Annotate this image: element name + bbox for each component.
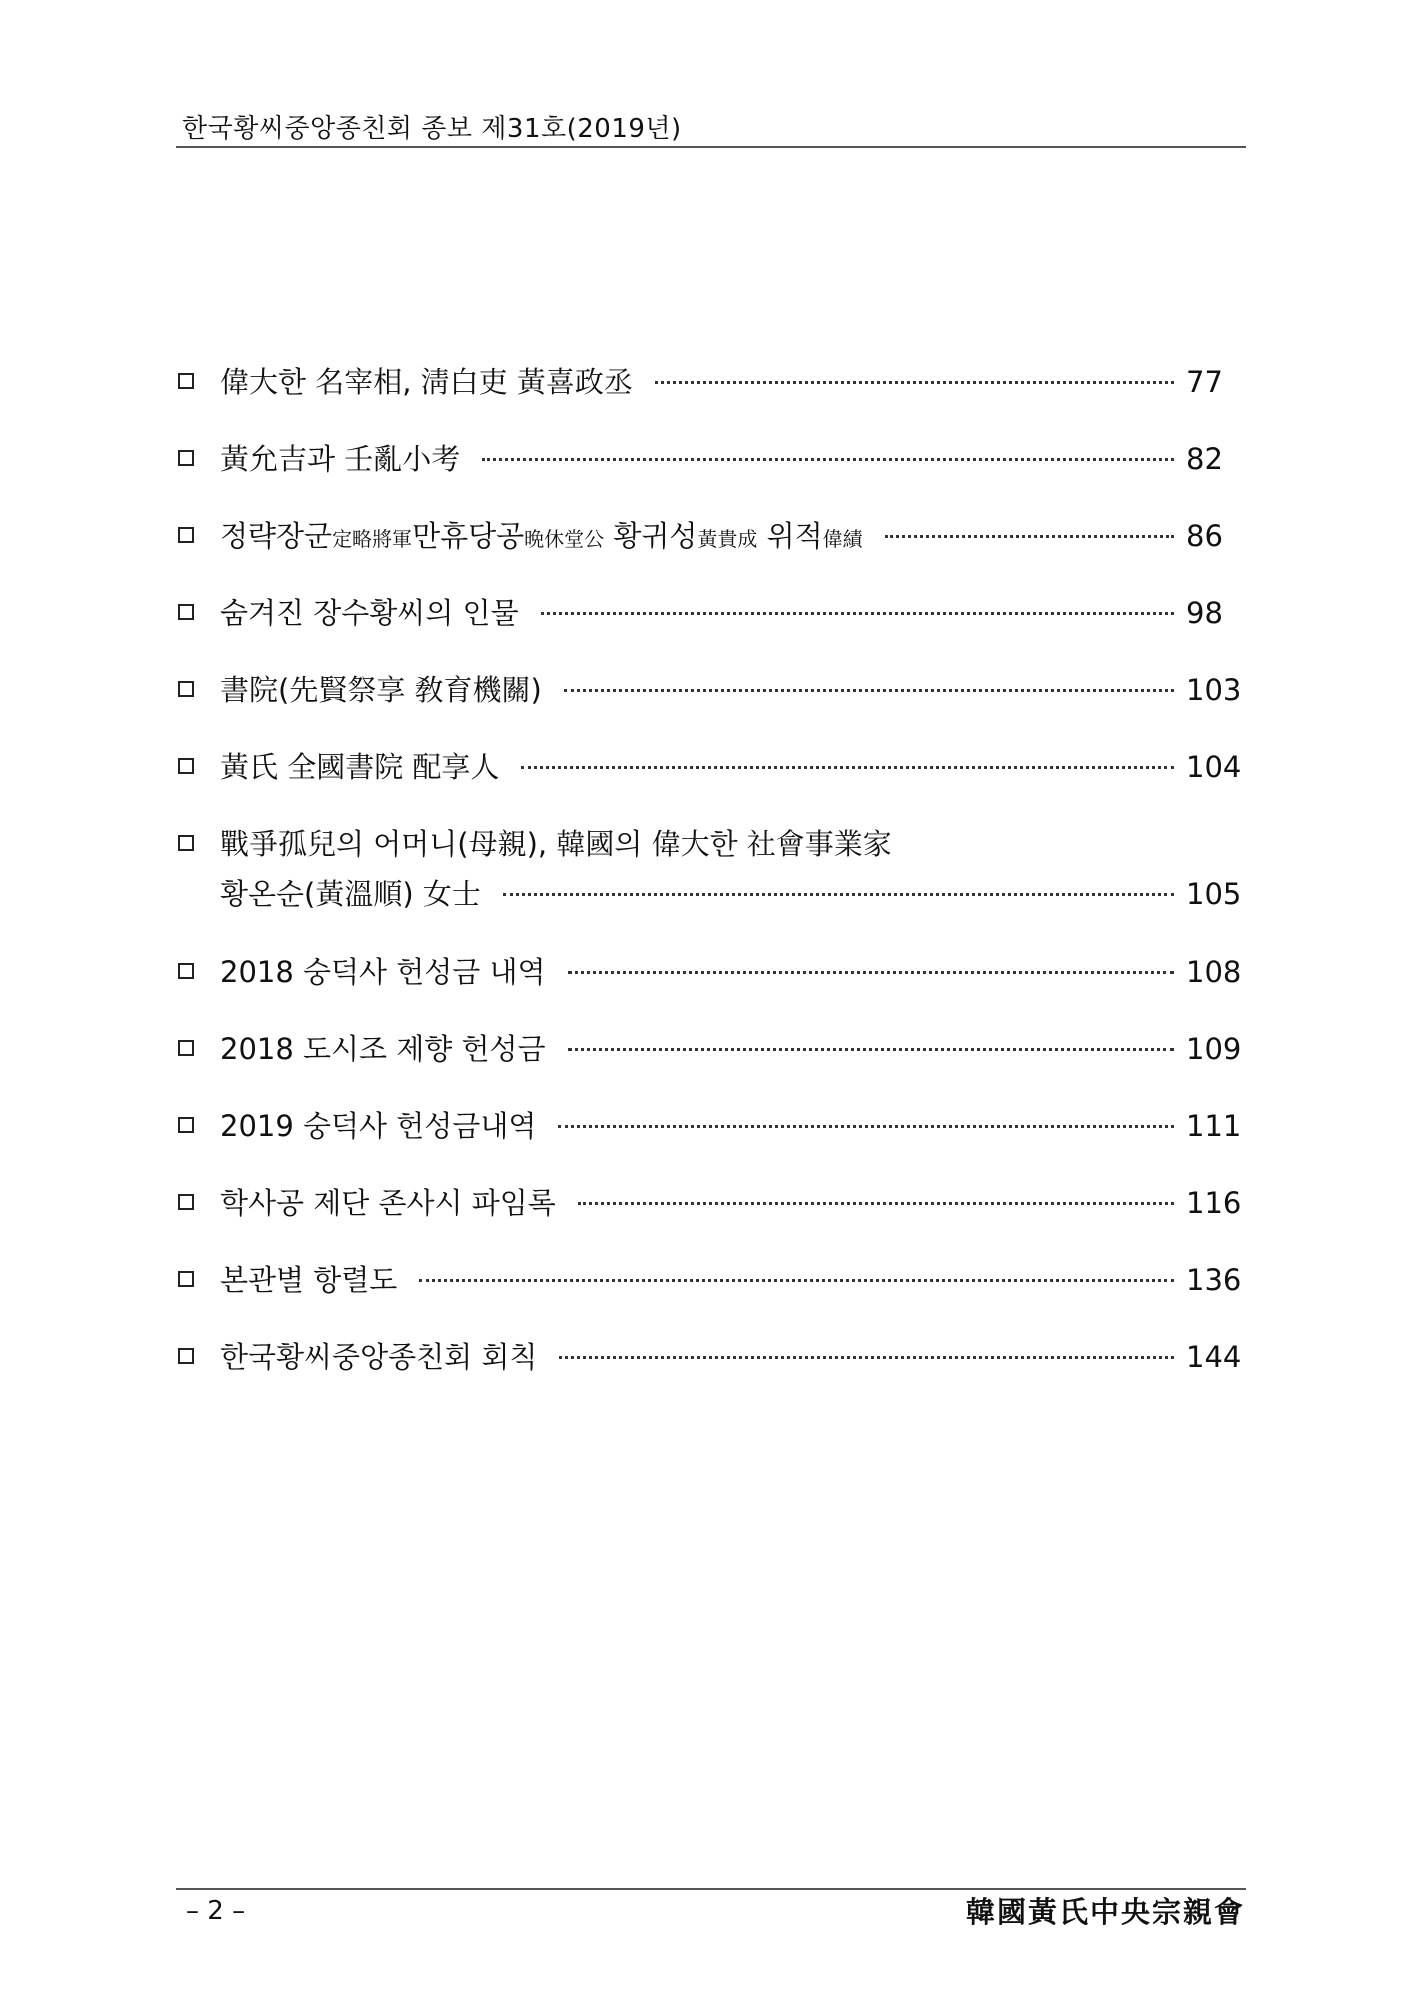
checkbox-bullet-icon	[178, 1271, 194, 1287]
dot-leader	[578, 1202, 1174, 1205]
toc-entry-title: 偉大한 名宰相, 淸白吏 黃喜政丞	[220, 365, 633, 399]
dot-leader	[482, 458, 1174, 461]
toc-entry-page: 86	[1186, 519, 1223, 553]
toc-entry[interactable]	[176, 822, 1246, 950]
toc-entry[interactable]	[176, 514, 1246, 591]
toc-entry[interactable]	[176, 1258, 1246, 1335]
table-of-contents	[176, 360, 1246, 1412]
toc-entry-title: 학사공 제단 존사시 파임록	[220, 1186, 556, 1220]
toc-entry[interactable]	[176, 1027, 1246, 1104]
toc-entry-page: 108	[1186, 955, 1242, 989]
toc-entry-title: 2018 도시조 제향 헌성금	[220, 1032, 546, 1066]
dot-leader	[885, 535, 1174, 538]
toc-entry-title: 書院(先賢祭享 敎育機關)	[220, 673, 542, 707]
footer-page-number: – 2 –	[186, 1896, 246, 1926]
dot-leader	[419, 1279, 1174, 1282]
toc-entry-page: 77	[1186, 365, 1223, 399]
toc-entry-page: 144	[1186, 1340, 1242, 1374]
toc-entry-title: 숨겨진 장수황씨의 인물	[220, 596, 519, 630]
toc-entry-title: 본관별 항렬도	[220, 1263, 398, 1297]
toc-entry[interactable]	[176, 1104, 1246, 1181]
dot-leader	[503, 893, 1174, 896]
toc-entry-page: 82	[1186, 442, 1223, 476]
toc-entry-page: 103	[1186, 673, 1242, 707]
toc-entry-page: 136	[1186, 1263, 1242, 1297]
toc-entry-title: 2019 숭덕사 헌성금내역	[220, 1109, 537, 1143]
dot-leader	[559, 1356, 1174, 1359]
header-title: 한국황씨중앙종친회 종보 제31호(2019년)	[182, 114, 682, 144]
toc-entry-title: 戰爭孤兒의 어머니(母親), 韓國의 偉大한 社會事業家	[220, 827, 892, 861]
checkbox-bullet-icon	[178, 1117, 194, 1133]
toc-entry-page: 104	[1186, 750, 1242, 784]
dot-leader	[521, 766, 1174, 769]
footer-organization: 韓國黃氏中央宗親會	[965, 1895, 1245, 1929]
toc-entry-page: 116	[1186, 1186, 1242, 1220]
toc-entry[interactable]	[176, 950, 1246, 1027]
dot-leader	[568, 971, 1174, 974]
toc-entry[interactable]	[176, 1335, 1246, 1412]
dot-leader	[568, 1048, 1174, 1051]
checkbox-bullet-icon	[178, 681, 194, 697]
toc-entry-title: 한국황씨중앙종친회 회칙	[220, 1340, 538, 1374]
toc-entry[interactable]	[176, 437, 1246, 514]
title-segment: 만휴당공	[412, 519, 525, 553]
title-hanja: 偉績	[822, 527, 863, 551]
header-rule	[176, 146, 1246, 148]
checkbox-bullet-icon	[178, 1194, 194, 1210]
title-hanja: 定略將軍	[332, 527, 413, 551]
dot-leader	[558, 1125, 1174, 1128]
dot-leader	[655, 381, 1174, 384]
checkbox-bullet-icon	[178, 835, 194, 851]
toc-entry-page: 109	[1186, 1032, 1242, 1066]
checkbox-bullet-icon	[178, 450, 194, 466]
dot-leader	[541, 612, 1174, 615]
checkbox-bullet-icon	[178, 758, 194, 774]
toc-entry-title: 2018 숭덕사 헌성금 내역	[220, 955, 546, 989]
toc-entry-title	[220, 514, 863, 561]
checkbox-bullet-icon	[178, 373, 194, 389]
title-segment: 위적	[757, 519, 823, 553]
title-hanja: 黃貴成	[697, 527, 758, 551]
checkbox-bullet-icon	[178, 527, 194, 543]
toc-entry-page: 105	[1186, 877, 1242, 911]
title-hanja: 晩休堂公	[524, 527, 605, 551]
dot-leader	[564, 689, 1174, 692]
title-segment: 정략장군	[220, 519, 333, 553]
toc-entry[interactable]	[176, 1181, 1246, 1258]
toc-entry[interactable]	[176, 591, 1246, 668]
toc-entry-title-continued: 황온순(黃溫順) 女士	[220, 877, 481, 911]
checkbox-bullet-icon	[178, 604, 194, 620]
checkbox-bullet-icon	[178, 963, 194, 979]
checkbox-bullet-icon	[178, 1040, 194, 1056]
toc-entry[interactable]	[176, 360, 1246, 437]
toc-entry[interactable]	[176, 668, 1246, 745]
toc-entry-page: 111	[1186, 1109, 1242, 1143]
toc-entry-page: 98	[1186, 596, 1223, 630]
checkbox-bullet-icon	[178, 1348, 194, 1364]
toc-entry-title: 黃允吉과 壬亂小考	[220, 442, 461, 476]
toc-entry-title: 黃氏 全國書院 配享人	[220, 750, 500, 784]
toc-entry[interactable]	[176, 745, 1246, 822]
title-segment: 황귀성	[604, 519, 698, 553]
